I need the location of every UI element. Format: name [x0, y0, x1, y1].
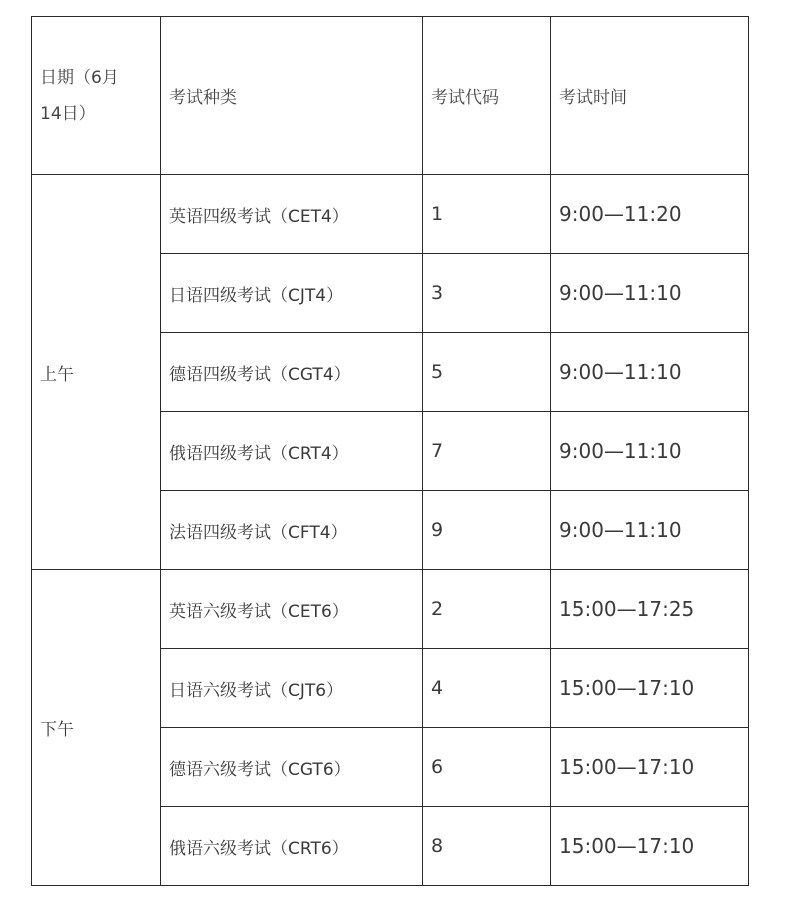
exam-type-cell: 英语四级考试（CET4）: [161, 175, 423, 254]
exam-type-cell: 德语六级考试（CGT6）: [161, 728, 423, 807]
exam-code-cell: 1: [423, 175, 551, 254]
period-afternoon: 下午: [32, 570, 161, 886]
table-row: [32, 175, 749, 254]
header-exam-code: 考试代码: [423, 17, 551, 175]
exam-time-cell: 9:00—11:10: [551, 333, 749, 412]
exam-code-cell: 7: [423, 412, 551, 491]
exam-time-cell: 9:00—11:20: [551, 175, 749, 254]
exam-code-cell: 4: [423, 649, 551, 728]
period-morning: 上午: [32, 175, 161, 570]
exam-code-cell: 5: [423, 333, 551, 412]
exam-type-cell: 日语六级考试（CJT6）: [161, 649, 423, 728]
exam-type-cell: 日语四级考试（CJT4）: [161, 254, 423, 333]
exam-code-cell: 6: [423, 728, 551, 807]
table-row: [32, 570, 749, 649]
exam-type-cell: 俄语四级考试（CRT4）: [161, 412, 423, 491]
exam-time-cell: 9:00—11:10: [551, 254, 749, 333]
exam-time-cell: 15:00—17:10: [551, 649, 749, 728]
exam-time-cell: 9:00—11:10: [551, 491, 749, 570]
header-row: [32, 17, 749, 175]
exam-time-cell: 15:00—17:25: [551, 570, 749, 649]
exam-type-cell: 德语四级考试（CGT4）: [161, 333, 423, 412]
header-exam-type: 考试种类: [161, 17, 423, 175]
exam-time-cell: 15:00—17:10: [551, 807, 749, 886]
header-exam-time: 考试时间: [551, 17, 749, 175]
exam-schedule-table: [31, 16, 749, 886]
exam-time-cell: 15:00—17:10: [551, 728, 749, 807]
exam-type-cell: 英语六级考试（CET6）: [161, 570, 423, 649]
exam-code-cell: 8: [423, 807, 551, 886]
exam-code-cell: 2: [423, 570, 551, 649]
exam-time-cell: 9:00—11:10: [551, 412, 749, 491]
exam-code-cell: 3: [423, 254, 551, 333]
exam-code-cell: 9: [423, 491, 551, 570]
header-date: 日期（6月14日）: [32, 17, 161, 175]
exam-type-cell: 法语四级考试（CFT4）: [161, 491, 423, 570]
exam-type-cell: 俄语六级考试（CRT6）: [161, 807, 423, 886]
